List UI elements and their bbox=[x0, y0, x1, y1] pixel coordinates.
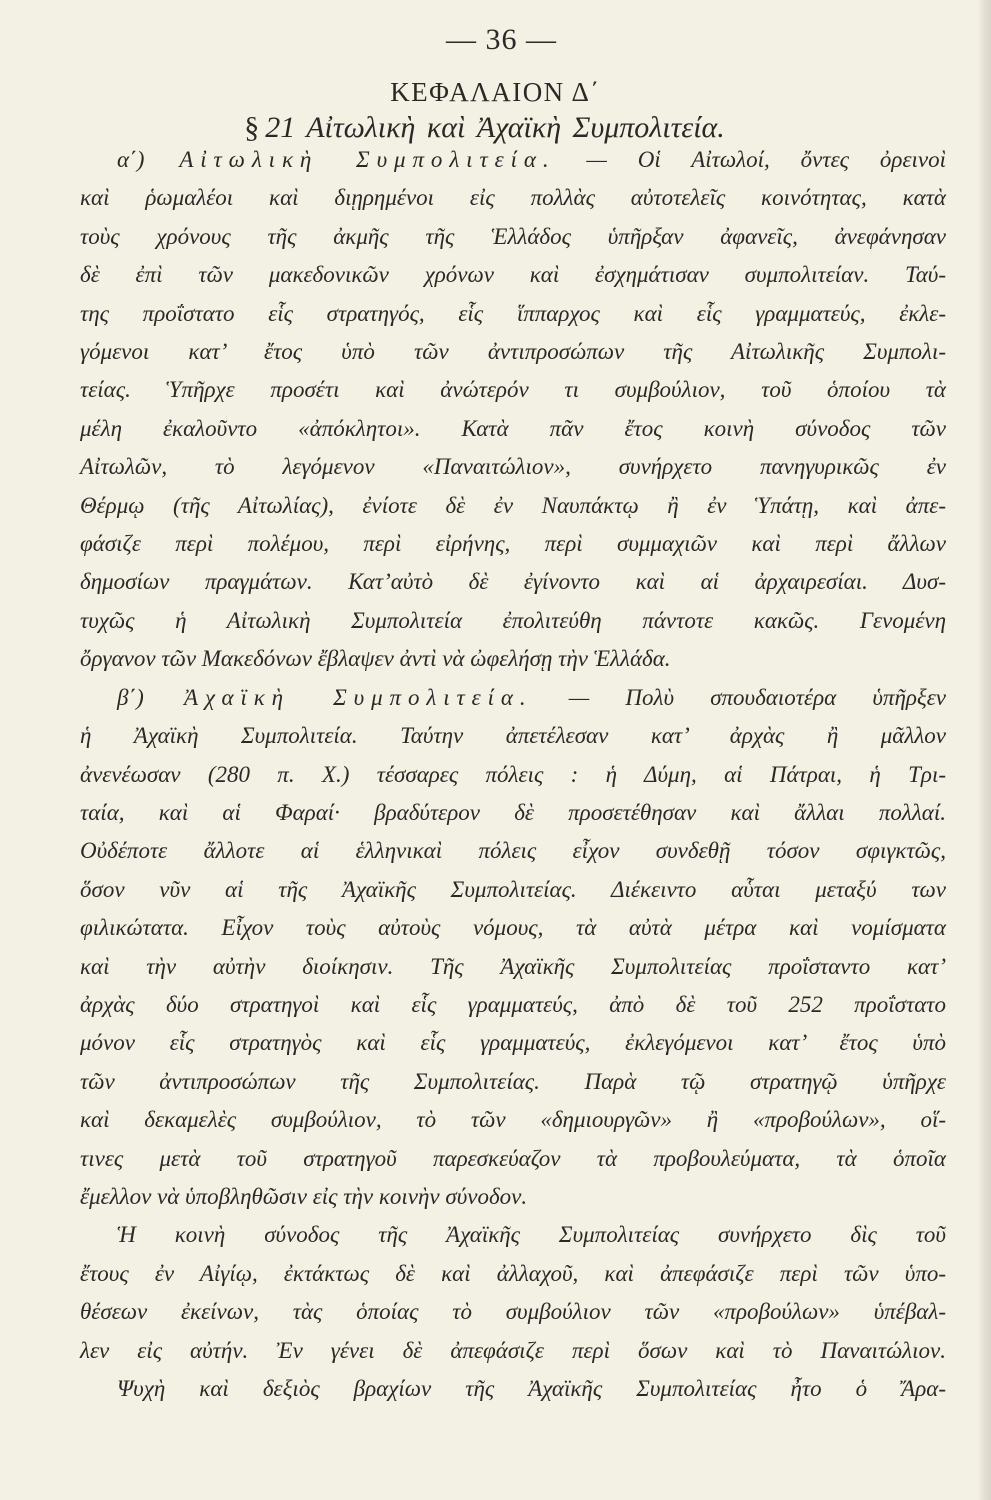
paragraph-achaean-league bbox=[80, 679, 946, 1217]
text-line: Θέρμῳ (τῆς Αἰτωλίας), ἐνίοτε δὲ ἐν Ναυπάκτῳ ἢ ἐν Ὑπάτῃ, καὶ ἀπε- bbox=[80, 492, 946, 518]
text-line: ἀνενέωσαν (280 π. Χ.) τέσσαρες πόλεις : ἡ Δύμη, αἱ Πάτραι, ἡ Τρι- bbox=[80, 761, 946, 787]
subsection-label: β΄) bbox=[117, 684, 144, 710]
text-line: τυχῶς ἡ Αἰτωλικὴ Συμπολιτεία ἐπολιτεύθη πάντοτε κακῶς. Γενομένη bbox=[80, 607, 946, 633]
text-line: ὅσον νῦν αἱ τῆς Ἀχαϊκῆς Συμπολιτείας. Διέκειντο αὗται μεταξύ των bbox=[80, 876, 946, 902]
text-line: της προΐστατο εἷς στρατηγός, εἷς ἵππαρχος καὶ εἷς γραμματεύς, ἐκλε- bbox=[80, 300, 946, 326]
paragraph-heading-line bbox=[80, 141, 946, 179]
paragraph-heading-line bbox=[80, 679, 946, 717]
text-line: Ἡ κοινὴ σύνοδος τῆς Ἀχαϊκῆς Συμπολιτείας συνήρχετο δὶς τοῦ bbox=[117, 1222, 946, 1248]
chapter-heading: ΚΕΦΑΛΑΙΟΝ Δ΄ bbox=[390, 77, 601, 107]
paragraph-aitolian-league bbox=[80, 141, 946, 679]
text-line: λεν εἰς αὐτήν. Ἐν γένει δὲ ἀπεφάσιζε περὶ ὅσων καὶ τὸ Παναιτώλιον. bbox=[80, 1337, 946, 1363]
text-line: ἡ Ἀχαϊκὴ Συμπολιτεία. Ταύτην ἀπετέλεσαν κατ’ ἀρχὰς ἢ μᾶλλον bbox=[80, 723, 946, 749]
text-line: ὄργανον τῶν Μακεδόνων ἔβλαψεν ἀντὶ νὰ ὠφελήσῃ τὴν Ἑλλάδα. bbox=[80, 646, 671, 672]
text-line: ταία, καὶ αἱ Φαραί· βραδύτερον δὲ προσετέθησαν καὶ ἄλλαι πολλαί. bbox=[80, 799, 946, 825]
text-line: φιλικώτατα. Εἶχον τοὺς αὐτοὺς νόμους, τὰ αὐτὰ μέτρα καὶ νομίσματα bbox=[80, 915, 946, 941]
text-line: τῶν ἀντιπροσώπων τῆς Συμπολιτείας. Παρὰ τῷ στρατηγῷ ὑπῆρχε bbox=[80, 1068, 946, 1094]
text-line: μόνον εἷς στρατηγὸς καὶ εἷς γραμματεύς, ἐκλεγόμενοι κατ’ ἔτος ὑπὸ bbox=[80, 1030, 946, 1056]
text-line: θέσεων ἐκείνων, τὰς ὁποίας τὸ συμβούλιον τῶν «προβούλων» ὑπέβαλ- bbox=[80, 1299, 946, 1325]
section-symbol: § bbox=[244, 111, 260, 144]
text-line: καὶ δεκαμελὲς συμβούλιον, τὸ τῶν «δημιουργῶν» ἢ «προβούλων», οἵ- bbox=[80, 1107, 946, 1133]
text-line: τινες μετὰ τοῦ στρατηγοῦ παρεσκεύαζον τὰ προβουλεύματα, τὰ ὁποῖα bbox=[80, 1145, 946, 1171]
text-line: τείας. Ὑπῆρχε προσέτι καὶ ἀνώτερόν τι συμβούλιον, τοῦ ὁποίου τὰ bbox=[80, 377, 946, 403]
text-line: τοὺς χρόνους τῆς ἀκμῆς τῆς Ἑλλάδος ὑπῆρξαν ἀφανεῖς, ἀνεφάνησαν bbox=[80, 223, 946, 249]
text-line: Αἰτωλῶν, τὸ λεγόμενον «Παναιτώλιον», συνήρχετο πανηγυρικῶς ἐν bbox=[80, 454, 946, 480]
text-line: καὶ ῥωμαλέοι καὶ διῃρημένοι εἰς πολλὰς αὐτοτελεῖς κοινότητας, κατὰ bbox=[80, 185, 946, 211]
text-line: ἔτους ἐν Αἰγίῳ, ἐκτάκτως δὲ καὶ ἀλλαχοῦ, καὶ ἀπεφάσιζε περὶ τῶν ὑπο- bbox=[80, 1260, 946, 1286]
subsection-title: Ἀχαϊκὴ Συμπολιτεία. bbox=[183, 684, 533, 710]
text-line: δημοσίων πραγμάτων. Κατ’αὐτὸ δὲ ἐγίνοντο καὶ αἱ ἀρχαιρεσίαι. Δυσ- bbox=[80, 569, 946, 595]
subsection-label: α΄) bbox=[117, 147, 145, 172]
section-title: Αἰτωλικὴ καὶ Ἀχαϊκὴ Συμπολιτεία. bbox=[306, 111, 725, 144]
page-number: — 36 — bbox=[446, 23, 557, 56]
text-line: καὶ τὴν αὐτὴν διοίκησιν. Τῆς Ἀχαϊκῆς Συμπολιτείας προΐσταντο κατ’ bbox=[80, 953, 946, 979]
text-line: δὲ ἐπὶ τῶν μακεδονικῶν χρόνων καὶ ἐσχημάτισαν συμπολιτείαν. Ταύ- bbox=[80, 262, 946, 288]
section-number: 21 bbox=[265, 111, 296, 144]
subsection-title: Αἰτωλικὴ Συμπολιτεία. bbox=[179, 147, 556, 172]
paragraph-common-assembly bbox=[80, 1216, 946, 1370]
text-line: μέλη ἐκαλοῦντο «ἀπόκλητοι». Κατὰ πᾶν ἔτος κοινὴ σύνοδος τῶν bbox=[80, 415, 946, 441]
text-line: Ψυχὴ καὶ δεξιὸς βραχίων τῆς Ἀχαϊκῆς Συμπολιτείας ἦτο ὁ Ἄρα- bbox=[117, 1376, 946, 1401]
text-line: Οὐδέποτε ἄλλοτε αἱ ἑλληνικαὶ πόλεις εἶχον συνδεθῇ τόσον σφιγκτῶς, bbox=[80, 838, 946, 864]
paragraph-lead-text: — Οἱ Αἰτωλοί, ὄντες ὀρεινοὶ bbox=[586, 147, 946, 172]
paragraph-aratus bbox=[80, 1370, 946, 1408]
paragraph-lead-text: — Πολὺ σπουδαιοτέρα ὑπῆρξεν bbox=[568, 684, 947, 710]
text-line: φάσιζε περὶ πολέμου, περὶ εἰρήνης, περὶ συμμαχιῶν καὶ περὶ ἄλλων bbox=[80, 531, 946, 557]
body-text bbox=[80, 141, 946, 1408]
text-line: ἀρχὰς δύο στρατηγοὶ καὶ εἷς γραμματεύς, ἀπὸ δὲ τοῦ 252 προΐστατο bbox=[80, 991, 946, 1017]
text-line: γόμενοι κατ’ ἔτος ὑπὸ τῶν ἀντιπροσώπων τῆς Αἰτωλικῆς Συμπολι- bbox=[80, 339, 946, 365]
text-line: ἔμελλον νὰ ὑποβληθῶσιν εἰς τὴν κοινὴν σύνοδον. bbox=[80, 1183, 528, 1209]
